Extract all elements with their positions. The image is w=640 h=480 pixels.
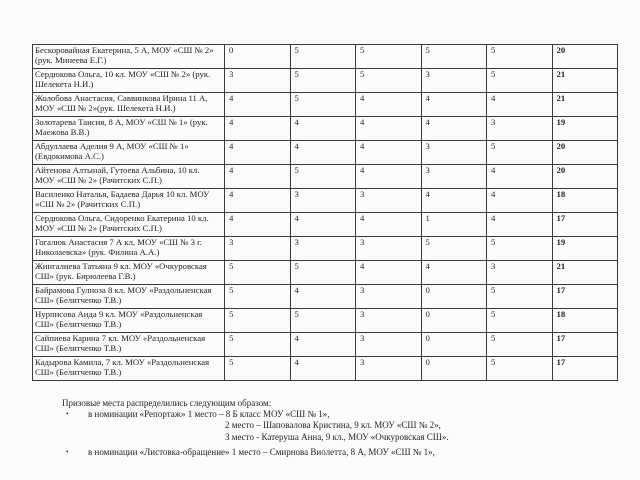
total-score-cell: 18 <box>552 309 618 333</box>
nomination-reportage-line-2: 2 место – Шаповалова Кристина, 9 кл. МОУ «СШ № 2», <box>225 420 441 431</box>
score-cell: 5 <box>290 309 356 333</box>
participant-name-cell: Василенко Наталья, Бадаева Дарья 10 кл. МОУ «СШ № 2» (Рачитских С.П.) <box>33 189 225 213</box>
score-cell: 3 <box>487 117 553 141</box>
table-row <box>33 213 618 237</box>
table-row <box>33 261 618 285</box>
score-cell: 5 <box>487 237 553 261</box>
score-cell: 5 <box>225 357 291 381</box>
table-row <box>33 93 618 117</box>
table-row <box>33 165 618 189</box>
score-cell: 4 <box>225 189 291 213</box>
participant-name-cell: Абдуллаева Аделия 9 А, МОУ «СШ № 1» (Евдокимова А.С.) <box>33 141 225 165</box>
score-cell: 4 <box>487 189 553 213</box>
participant-name-cell: Жингалиева Татьяна 9 кл. МОУ «Очкуровская СШ» (рук. Бирюлеева Г.В.) <box>33 261 225 285</box>
score-cell: 4 <box>487 93 553 117</box>
participant-name-cell: Сердюкова Ольга, Сидоренко Екатерина 10 кл. МОУ «СШ № 2» (Рачитских С.П.) <box>33 213 225 237</box>
table-row <box>33 237 618 261</box>
prizes-section <box>52 398 612 458</box>
total-score-cell: 20 <box>552 165 618 189</box>
bullet-icon: • <box>66 447 69 456</box>
results-table <box>32 44 618 381</box>
score-cell: 3 <box>356 357 422 381</box>
score-cell: 4 <box>290 285 356 309</box>
score-cell: 5 <box>356 69 422 93</box>
participant-name-cell: Сайпиева Карина 7 кл. МОУ «Раздольненская СШ» (Белитченко Т.В.) <box>33 333 225 357</box>
score-cell: 5 <box>225 333 291 357</box>
score-cell: 4 <box>290 357 356 381</box>
table-row <box>33 45 618 69</box>
results-table-body <box>33 45 618 381</box>
score-cell: 5 <box>290 165 356 189</box>
score-cell: 4 <box>290 141 356 165</box>
score-cell: 4 <box>356 213 422 237</box>
score-cell: 4 <box>421 189 487 213</box>
total-score-cell: 17 <box>552 333 618 357</box>
participant-name-cell: Кадырова Камила, 7 кл. МОУ «Раздольненская СШ» (Белитченко Т.В.) <box>33 357 225 381</box>
total-score-cell: 17 <box>552 285 618 309</box>
score-cell: 5 <box>487 69 553 93</box>
participant-name-cell: Айтенова Алтынай, Гутоева Альбина, 10 кл. МОУ «СШ № 2» (Рачитских С.П.) <box>33 165 225 189</box>
nomination-reportage <box>52 409 612 443</box>
bullet-icon: • <box>66 410 69 419</box>
score-cell: 0 <box>421 285 487 309</box>
score-cell: 5 <box>225 309 291 333</box>
score-cell: 4 <box>225 141 291 165</box>
score-cell: 3 <box>290 189 356 213</box>
total-score-cell: 18 <box>552 189 618 213</box>
score-cell: 5 <box>421 45 487 69</box>
score-cell: 0 <box>421 357 487 381</box>
score-cell: 3 <box>356 333 422 357</box>
score-cell: 3 <box>225 69 291 93</box>
score-cell: 1 <box>421 213 487 237</box>
score-cell: 3 <box>356 309 422 333</box>
total-score-cell: 20 <box>552 45 618 69</box>
score-cell: 5 <box>487 309 553 333</box>
score-cell: 4 <box>356 165 422 189</box>
score-cell: 5 <box>421 237 487 261</box>
participant-name-cell: Жолобова Анастасия, Саввинкова Ирина 11 А, МОУ «СШ № 2»(рук. Шелекета Н.И.) <box>33 93 225 117</box>
score-cell: 3 <box>421 141 487 165</box>
score-cell: 4 <box>356 261 422 285</box>
score-cell: 5 <box>290 261 356 285</box>
total-score-cell: 21 <box>552 93 618 117</box>
total-score-cell: 19 <box>552 237 618 261</box>
participant-name-cell: Байрамова Гулноза 8 кл. МОУ «Раздольненская СШ» (Белитченко Т.В.) <box>33 285 225 309</box>
score-cell: 5 <box>290 69 356 93</box>
score-cell: 5 <box>487 285 553 309</box>
score-cell: 4 <box>421 93 487 117</box>
score-cell: 3 <box>421 69 487 93</box>
score-cell: 3 <box>421 165 487 189</box>
participant-name-cell: Золотарева Таисия, 8 А, МОУ «СШ № 1» (рук. Маежова В.В.) <box>33 117 225 141</box>
nomination-reportage-line-1: в номинации «Репортаж» 1 место – 8 Б класс МОУ «СШ № 1», <box>88 409 330 420</box>
score-cell: 4 <box>290 333 356 357</box>
participant-name-cell: Сердюкова Ольга, 10 кл. МОУ «СШ № 2» (рук. Шелекета Н.И.) <box>33 69 225 93</box>
table-row <box>33 285 618 309</box>
score-cell: 3 <box>487 261 553 285</box>
score-cell: 3 <box>356 237 422 261</box>
nomination-leaflet <box>52 447 612 458</box>
score-cell: 4 <box>225 165 291 189</box>
score-cell: 0 <box>421 309 487 333</box>
score-cell: 4 <box>421 117 487 141</box>
score-cell: 5 <box>487 357 553 381</box>
score-cell: 4 <box>225 213 291 237</box>
nomination-reportage-line-3: 3 место - Катеруша Анна, 9 кл., МОУ «Очкуровская СШ». <box>225 431 449 442</box>
total-score-cell: 17 <box>552 213 618 237</box>
participant-name-cell: Нурписова Аида 9 кл. МОУ «Раздольненская СШ» (Белитченко Т.В.) <box>33 309 225 333</box>
table-row <box>33 141 618 165</box>
total-score-cell: 17 <box>552 357 618 381</box>
table-row <box>33 333 618 357</box>
score-cell: 3 <box>290 237 356 261</box>
score-cell: 5 <box>487 45 553 69</box>
score-cell: 3 <box>225 237 291 261</box>
table-row <box>33 357 618 381</box>
score-cell: 5 <box>290 45 356 69</box>
score-cell: 5 <box>356 45 422 69</box>
score-cell: 0 <box>421 333 487 357</box>
table-row <box>33 189 618 213</box>
score-cell: 4 <box>421 261 487 285</box>
score-cell: 4 <box>290 117 356 141</box>
score-cell: 3 <box>356 285 422 309</box>
score-cell: 0 <box>225 45 291 69</box>
score-cell: 5 <box>225 261 291 285</box>
score-cell: 5 <box>225 285 291 309</box>
table-row <box>33 69 618 93</box>
score-cell: 5 <box>487 333 553 357</box>
table-row <box>33 309 618 333</box>
score-cell: 4 <box>225 117 291 141</box>
score-cell: 4 <box>487 213 553 237</box>
participant-name-cell: Гогалюк Анастасия 7 А кл, МОУ «СШ № 3 г. Николаевска» (рук. Филина А.А.) <box>33 237 225 261</box>
score-cell: 4 <box>356 141 422 165</box>
total-score-cell: 21 <box>552 261 618 285</box>
score-cell: 5 <box>290 93 356 117</box>
score-cell: 5 <box>487 141 553 165</box>
score-cell: 4 <box>487 165 553 189</box>
participant-name-cell: Бескоровайная Екатерина, 5 А, МОУ «СШ № 2» (рук. Минеева Е.Г.) <box>33 45 225 69</box>
total-score-cell: 21 <box>552 69 618 93</box>
table-row <box>33 117 618 141</box>
score-cell: 4 <box>356 93 422 117</box>
score-cell: 3 <box>356 189 422 213</box>
total-score-cell: 19 <box>552 117 618 141</box>
total-score-cell: 20 <box>552 141 618 165</box>
nomination-leaflet-line-1: в номинации «Листовка-обращение» 1 место – Смирнова Виолетта, 8 А, МОУ «СШ № 1», <box>88 446 435 457</box>
score-cell: 4 <box>356 117 422 141</box>
score-cell: 4 <box>290 213 356 237</box>
score-cell: 4 <box>225 93 291 117</box>
prizes-intro: Призовые места распределились следующим образом: <box>62 398 272 408</box>
